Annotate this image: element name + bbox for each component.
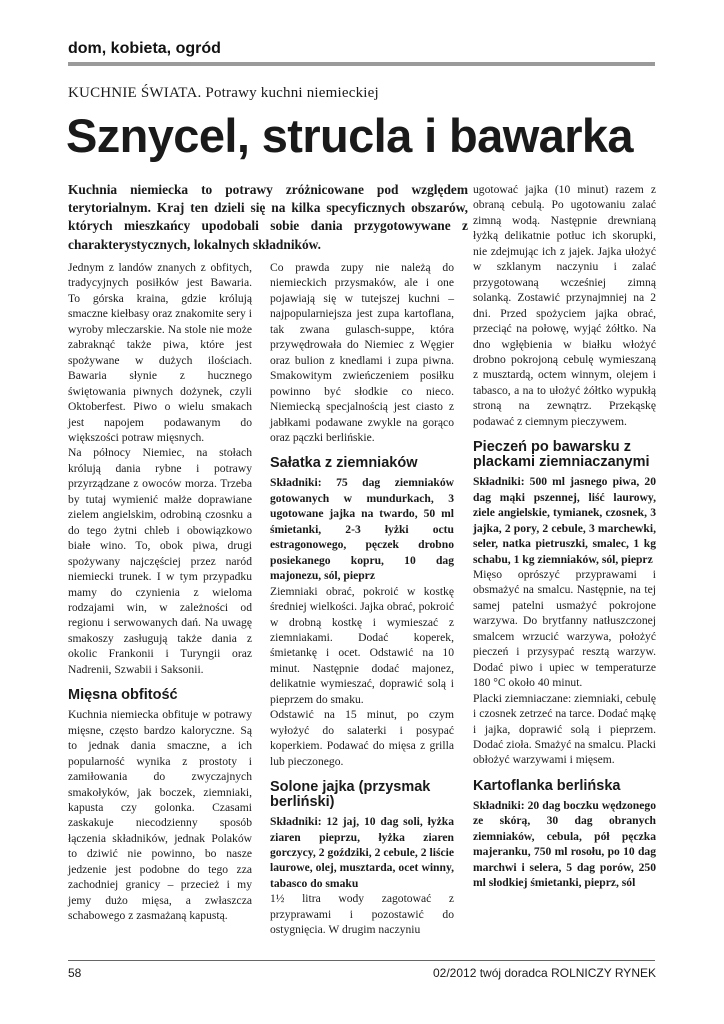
kartoflanka-heading: Kartoflanka berlińska [473, 777, 621, 794]
eggs-heading: Solone jajka (przysmak berliński) [270, 779, 431, 811]
salad-heading: Sałatka z ziemniaków [270, 455, 418, 472]
meat-paragraph: Kuchnia niemiecka obfituje w potrawy mięsne, często bardzo kaloryczne. Są to jednak dania smaczne, a ich popularność wynika z prostoty i zamiłowania do zwyczajnych smakołyków, jak boczek, ziemniaki, kapusta czy golonka. Czasami zaskakuje niecodzienny sposób łączenia składników, jednak Polaków to dziwić nie powinno, bo nasze jedzenie jest podobne do tego zza zachodniej granicy – przecież i my jemy dużo mięsa, a zwłaszcza schabowego z zasmażaną kapustą. [68, 708, 252, 923]
salad-method-2: Odstawić na 15 minut, po czym wyłożyć do salaterki i posypać koperkiem. Podawać do mięsa z grilla lub pieczonego. [270, 708, 454, 768]
page-number: 58 [68, 966, 82, 980]
roast-heading: Pieczeń po bawarsku z plackami ziemniaczanymi [473, 439, 650, 471]
salad-ingredients: Składniki: 75 dag ziemniaków gotowanych w mundurkach, 3 ugotowane jajka na twardo, 50 ml śmietanki, 2-3 łyżki octu estragonowego, pęczek drobno posiekanego kopru, 10 dag majonezu, sól, pieprz [270, 476, 454, 583]
meat-heading: Mięsna obfitość [68, 687, 178, 704]
column-2 [270, 260, 454, 938]
eggs-method-continued: ugotować jajka (10 minut) razem z obraną cebulą. Po ugotowaniu zalać zimną wodą. Następnie drewnianą łyżką delikatnie potłuc ich skorupki, nie zdejmując ich z jajek. Jajka ułożyć w szklanym naczyniu i zalać przygotowaną wcześniej zimną solanką. Zostawić przynajmniej na 2 dni. Przed spożyciem jajka obrać, przeciąć na połowę, wyjąć żółtko. Na dno wgłębienia w białku włożyć drobno pokrojoną cebulę wymieszaną z musztardą, octem winnym, olejem i tabasco, a na to ułożyć żółtko wypukłą stroną na zewnątrz. Przekąskę podawać z ciemnym pieczywem. [473, 183, 656, 428]
intro-paragraph-1: Jednym z landów znanych z obfitych, tradycyjnych posiłków jest Bawaria. To górska kraina, gdzie królują smaczne kiełbasy oraz znakomite sery i wyroby mleczarskie. Na stole nie może zabraknąć także piwa, które jest spożywane w dużych ilościach. Bawaria słynie z hucznego świętowania piwnych dożynek, czyli Oktoberfest. Piwo o wielu smakach jest napojem podawanym do większości potraw mięsnych. [68, 261, 252, 444]
eggs-ingredients: Składniki: 12 jaj, 10 dag soli, łyżka ziaren pieprzu, łyżka ziaren gorczycy, 2 goździki, 2 cebule, 2 liście laurowe, olej, musztarda, ocet winny, tabasco do smaku [270, 815, 454, 890]
salad-method-1: Ziemniaki obrać, pokroić w kostkę średniej wielkości. Jajka obrać, pokroić w drobną kostkę i wymieszać z ziemniakami. Dodać koperek, śmietankę i ocet. Odstawić na 10 minut. Następnie dodać majonez, delikatnie wymieszać, doprawić solą i pieprzem do smaku. [270, 584, 454, 706]
column-1 [68, 260, 252, 924]
publication-footer: 02/2012 twój doradca ROLNICZY RYNEK [432, 966, 656, 980]
eggs-method: 1½ litra wody zagotować z przyprawami i pozostawić do ostygnięcia. W drugim naczyniu [270, 892, 454, 937]
roast-ingredients: Składniki: 500 ml jasnego piwa, 20 dag mąki pszennej, liść laurowy, ziele angielskie, tymianek, czosnek, 3 jajka, 2 pory, 2 cebule, 3 marchewki, seler, natka pietruszki, smalec, 1 kg schabu, 1 kg ziemniaków, sól, pieprz [473, 475, 656, 566]
soup-paragraph: Co prawda zupy nie należą do niemieckich przysmaków, ale i one pojawiają się w tutejszej kuchni – najpopularniejsza jest zupa kartoflana, tak zwana gulasch-suppe, która przywędrowała do Niemiec z Węgier oraz bulion z knedlami i zupa piwna. Smakowitym zwieńczeniem posiłku powinno być słodkie co nieco. Niemiecką specjalnością jest ciasto z jabłkami podawane zwykle na gorąco oraz pączki berlińskie. [270, 261, 454, 444]
article-kicker: KUCHNIE ŚWIATA. Potrawy kuchni niemieckiej [68, 85, 379, 101]
intro-paragraph-2: Na północy Niemiec, na stołach królują dania rybne i potrawy przyrządzane z owoców morza. Trzeba by tutaj wymienić małże doprawiane zielem angielskim, odrobiną czosnku a do tego żytni chleb i obowiązkowo białe wino. To, obok piwa, drugi spożywany najczęściej przez naród niemiecki trunek. I w tym przypadku mamy do czynienia z wieloma rodzajami win, w zależności od regionu i serwowanych dań. Na uwagę smakoszy zasługują także dania z okolic Frankonii i Turyngii oraz Nadrenii, Szwabii i Saksonii. [68, 446, 252, 676]
kartoflanka-ingredients: Składniki: 20 dag boczku wędzonego ze skórą, 30 dag obranych ziemniaków, cebula, pół pęczka majeranku, 750 ml rosołu, po 10 dag marchwi i selera, 5 dag porów, 250 ml słodkiej śmietanki, pieprz, sól [473, 798, 656, 890]
article-lead: Kuchnia niemiecka to potrawy zróżnicowane pod względem terytorialnym. Kraj ten dzieli się na kilka specyficznych obszarów, których mieszkańcy upodobali sobie dania przygotowywane z charakterystycznych, lokalnych składników. [68, 182, 468, 252]
roast-method-2: Placki ziemniaczane: ziemniaki, cebulę i czosnek zetrzeć na tarce. Dodać mąkę i jajka, doprawić solą i pieprzem. Dodać zioła. Smażyć na smalcu. Placki obłożyć warzywami i mięsem. [473, 691, 656, 767]
section-label: dom, kobieta, ogród [68, 40, 221, 57]
footer-rule [68, 960, 655, 961]
article-title: Sznycel, strucla i bawarka [66, 109, 633, 162]
roast-method-1: Mięso oprószyć przyprawami i obsmażyć na smalcu. Następnie, na tej samej patelni usmażyć pokrojone warzywa. Do brytfanny natłuszczonej smalcem wrzucić warzywa, położyć pieczeń i przysypać resztą warzyw. Dodać piwo i upiec w temperaturze 180 °C około 40 minut. [473, 567, 656, 690]
section-rule [68, 62, 655, 66]
column-3 [473, 182, 656, 891]
